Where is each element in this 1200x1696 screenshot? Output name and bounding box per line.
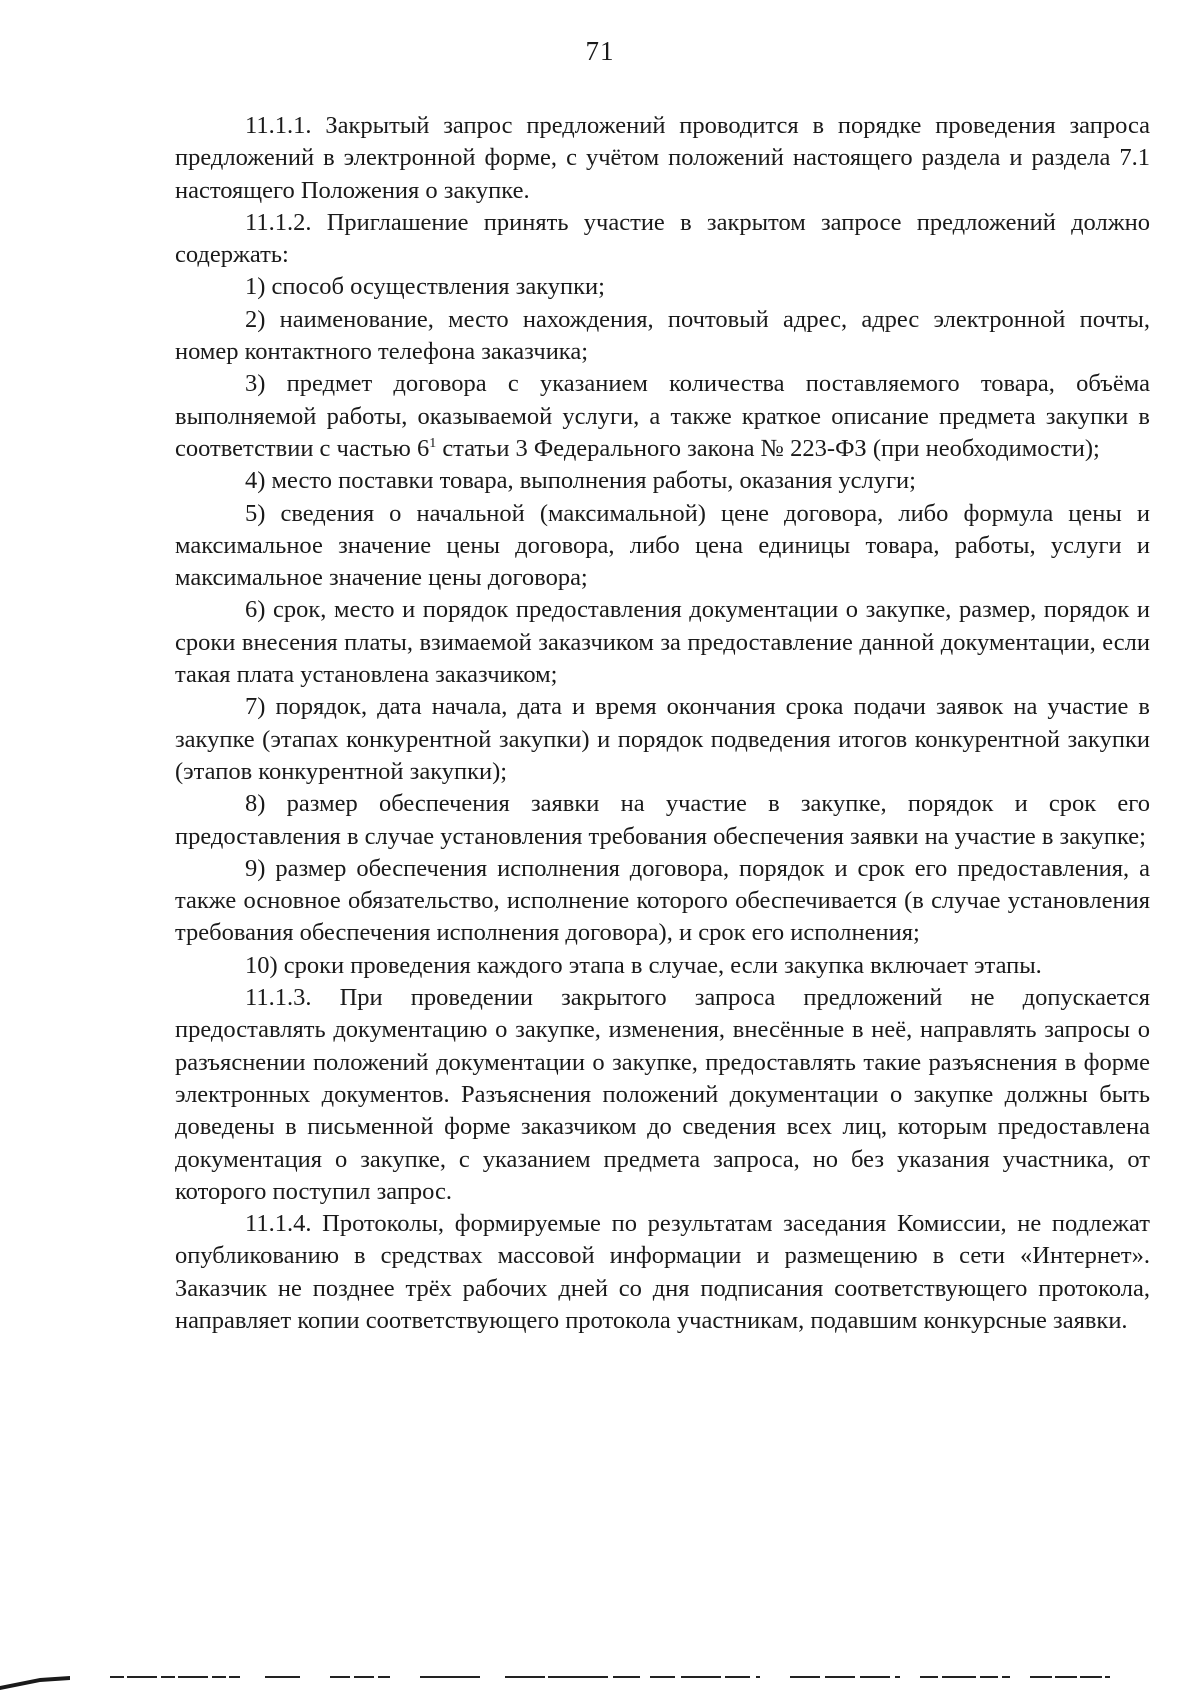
list-item-7: 7) порядок, дата начала, дата и время окончания срока подачи заявок на участие в закупке (этапах конкурентной закупки) и порядок подведения итогов конкурентной закупки (этапов конкурентной закупки); xyxy=(175,693,1150,785)
list-item-3-text-after: статьи 3 Федерального закона № 223-ФЗ (при необходимости); xyxy=(436,434,1100,462)
paragraph-11-1-4: 11.1.4. Протоколы, формируемые по результатам заседания Комиссии, не подлежат опубликованию в средствах массовой информации и размещению в сети «Интернет». Заказчик не позднее трёх рабочих дней со дня подписания соответствующего протокола, направляет копии соответствующего протокола участникам, подавшим конкурсные заявки. xyxy=(175,1210,1150,1334)
scan-artifact-lines xyxy=(0,1660,1200,1696)
list-item-3 xyxy=(175,368,1150,465)
list-item-3-superscript: 1 xyxy=(429,435,437,451)
list-item-2: 2) наименование, место нахождения, почтовый адрес, адрес электронной почты, номер контактного телефона заказчика; xyxy=(175,305,1150,366)
document-body xyxy=(175,110,1150,1337)
paragraph-11-1-1: 11.1.1. Закрытый запрос предложений проводится в порядке проведения запроса предложений в электронной форме, с учётом положений настоящего раздела и раздела 7.1 настоящего Положения о закупке. xyxy=(175,112,1150,204)
list-item-1: 1) способ осуществления закупки; xyxy=(245,273,605,301)
paragraph-11-1-2: 11.1.2. Приглашение принять участие в закрытом запросе предложений должно содержать: xyxy=(175,208,1150,269)
list-item-4: 4) место поставки товара, выполнения работы, оказания услуги; xyxy=(245,467,916,495)
page-number: 71 xyxy=(585,36,615,66)
list-item-9: 9) размер обеспечения исполнения договора, порядок и срок его предоставления, а также основное обязательство, исполнение которого обеспечивается (в случае установления требования обеспечения исполнения договора), и срок его исполнения; xyxy=(175,854,1150,947)
list-item-6: 6) срок, место и порядок предоставления документации о закупке, размер, порядок и сроки внесения платы, взимаемой заказчиком за предоставление данной документации, если такая плата установлена заказчиком; xyxy=(175,596,1150,689)
list-item-5: 5) сведения о начальной (максимальной) цене договора, либо формула цены и максимальное значение цены договора, либо цена единицы товара, работы, услуги и максимальное значение цены договора; xyxy=(175,499,1150,592)
paragraph-11-1-3: 11.1.3. При проведении закрытого запроса предложений не допускается предоставлять документацию о закупке, изменения, внесённые в неё, направлять запросы о разъяснении положений документации о закупке, предоставлять такие разъяснения в форме электронных документов. Разъяснения положений документации о закупке должны быть доведены в письменной форме заказчиком до сведения всех лиц, которым предоставлена документация о закупке, с указанием предмета запроса, но без указания участника, от которого поступил запрос. xyxy=(175,984,1150,1205)
list-item-8: 8) размер обеспечения заявки на участие в закупке, порядок и срок его предоставления в случае установления требования обеспечения заявки на участие в закупке; xyxy=(175,790,1150,850)
list-item-10: 10) сроки проведения каждого этапа в случае, если закупка включает этапы. xyxy=(245,951,1042,979)
list-item-3-text-before: 3) предмет договора с указанием количества поставляемого товара, объёма выполняемой работы, оказываемой услуги, а также краткое описание предмета закупки в соответствии с частью 6 xyxy=(175,370,1150,462)
